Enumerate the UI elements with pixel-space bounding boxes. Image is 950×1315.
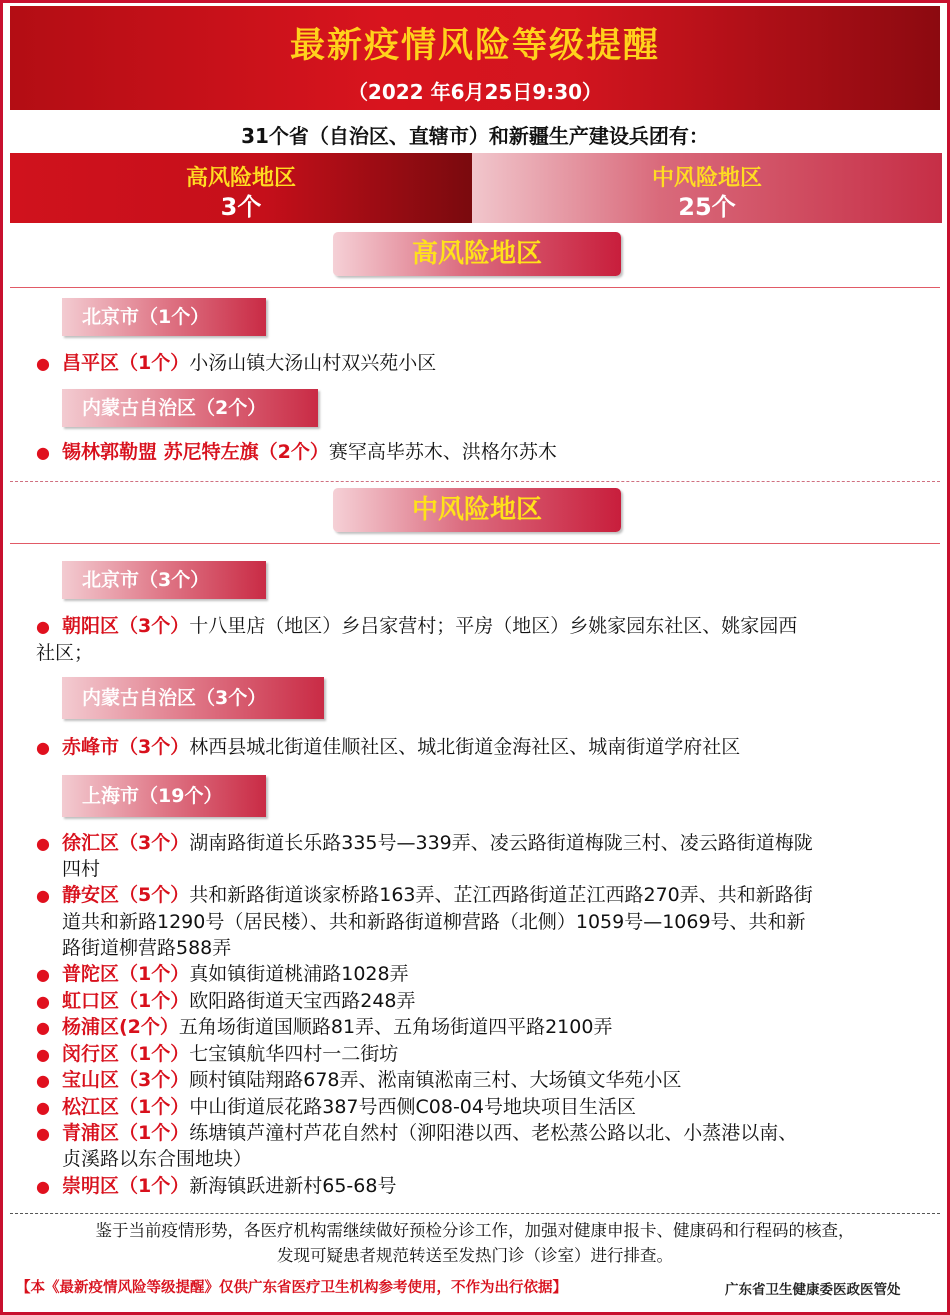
district-detail-continued: 四村 bbox=[62, 858, 101, 880]
province-label: 内蒙古自治区（2个） bbox=[62, 389, 318, 427]
bullet-icon: ● bbox=[36, 1124, 50, 1143]
list-item bbox=[36, 1067, 926, 1094]
mid-risk-stat-count: 25个 bbox=[678, 193, 736, 221]
summary-text: 31个省（自治区、直辖市）和新疆生产建设兵团有： bbox=[241, 124, 709, 148]
bullet-icon: ● bbox=[36, 1098, 50, 1117]
district-detail: 中山街道辰花路387号西侧C08-04号地块项目生活区 bbox=[189, 1096, 636, 1118]
district-name: 普陀区（1个） bbox=[62, 963, 190, 985]
list-item bbox=[36, 961, 926, 988]
bullet-icon: ● bbox=[36, 1071, 50, 1090]
district-detail-continued: 社区； bbox=[36, 642, 94, 664]
list-item bbox=[36, 1120, 926, 1147]
district-detail: 欧阳路街道天宝西路248弄 bbox=[189, 990, 416, 1012]
district-detail-continued: 路街道柳营路588弄 bbox=[62, 937, 232, 959]
list-item bbox=[36, 734, 926, 761]
district-name: 崇明区（1个） bbox=[62, 1175, 190, 1197]
bullet-icon: ● bbox=[36, 834, 50, 853]
district-detail: 七宝镇航华四村一二街坊 bbox=[189, 1043, 399, 1065]
list-item-continuation bbox=[62, 935, 950, 961]
mid-risk-section-title: 中风险地区 bbox=[333, 488, 621, 532]
district-detail: 真如镇街道桃浦路1028弄 bbox=[189, 963, 409, 985]
district-name: 虹口区（1个） bbox=[62, 990, 190, 1012]
footer-line: 鉴于当前疫情形势，各医疗机构需继续做好预检分诊工作，加强对健康申报卡、健康码和行程码的核查， bbox=[95, 1221, 855, 1240]
district-name: 静安区（5个） bbox=[62, 884, 190, 906]
list-item-continuation bbox=[62, 1146, 950, 1172]
district-detail: 十八里店（地区）乡吕家营村；平房（地区）乡姚家园东社区、姚家园西 bbox=[189, 615, 798, 637]
footer-note bbox=[0, 1218, 950, 1268]
divider bbox=[10, 543, 940, 544]
district-detail: 共和新路街道谈家桥路163弄、芷江西路街道芷江西路270弄、共和新路街 bbox=[189, 884, 813, 906]
list-item bbox=[36, 988, 926, 1015]
list-item bbox=[36, 1014, 926, 1041]
mid-risk-stat bbox=[472, 153, 942, 223]
province-label: 北京市（1个） bbox=[62, 298, 266, 336]
district-detail: 顾村镇陆翔路678弄、淞南镇淞南三村、大场镇文华苑小区 bbox=[189, 1069, 682, 1091]
bullet-icon: ● bbox=[36, 992, 50, 1011]
district-name: 青浦区（1个） bbox=[62, 1122, 190, 1144]
list-item bbox=[36, 1173, 926, 1200]
high-risk-stat-label: 高风险地区 bbox=[185, 166, 296, 191]
bullet-icon: ● bbox=[36, 617, 50, 636]
list-item-continuation bbox=[62, 909, 932, 935]
divider bbox=[10, 287, 940, 288]
list-item bbox=[36, 1041, 926, 1068]
province-label: 上海市（19个） bbox=[62, 775, 266, 817]
bullet-icon: ● bbox=[36, 965, 50, 984]
header-banner bbox=[10, 6, 940, 110]
list-item bbox=[36, 613, 926, 640]
disclaimer: 【本《最新疫情风险等级提醒》仅供广东省医疗卫生机构参考使用，不作为出行依据】 bbox=[16, 1280, 567, 1296]
district-detail: 新海镇跃进新村65-68号 bbox=[189, 1175, 397, 1197]
department-name: 广东省卫生健康委医政医管处 bbox=[725, 1282, 901, 1298]
district-name: 杨浦区(2个） bbox=[62, 1016, 179, 1038]
province-label: 内蒙古自治区（3个） bbox=[62, 677, 324, 719]
bullet-icon: ● bbox=[36, 443, 50, 462]
bullet-icon: ● bbox=[36, 1045, 50, 1064]
high-risk-stat bbox=[10, 153, 472, 223]
district-name: 闵行区（1个） bbox=[62, 1043, 190, 1065]
high-risk-section-title: 高风险地区 bbox=[333, 232, 621, 276]
page-date: （2022 年6月25日9:30） bbox=[347, 80, 603, 104]
district-name: 朝阳区（3个） bbox=[62, 615, 190, 637]
high-risk-stat-count: 3个 bbox=[220, 193, 262, 221]
bullet-icon: ● bbox=[36, 886, 50, 905]
bullet-icon: ● bbox=[36, 1177, 50, 1196]
district-detail-continued: 贞溪路以东合围地块） bbox=[62, 1148, 253, 1170]
divider bbox=[10, 1213, 940, 1214]
district-name: 宝山区（3个） bbox=[62, 1069, 190, 1091]
district-detail: 小汤山镇大汤山村双兴苑小区 bbox=[189, 352, 437, 374]
list-item-continuation bbox=[36, 640, 926, 666]
list-item bbox=[36, 1094, 926, 1121]
district-detail: 五角场街道国顺路81弄、五角场街道四平路2100弄 bbox=[178, 1016, 613, 1038]
district-detail: 湖南路街道长乐路335号—339弄、凌云路街道梅陇三村、凌云路街道梅陇 bbox=[189, 832, 813, 854]
list-item-continuation bbox=[62, 856, 950, 882]
bullet-icon: ● bbox=[36, 738, 50, 757]
divider bbox=[10, 481, 940, 482]
page-title: 最新疫情风险等级提醒 bbox=[289, 26, 660, 66]
list-item bbox=[36, 350, 926, 377]
bullet-icon: ● bbox=[36, 354, 50, 373]
province-label: 北京市（3个） bbox=[62, 561, 266, 599]
list-item bbox=[36, 830, 926, 857]
list-item bbox=[36, 439, 926, 466]
district-detail: 赛罕高毕苏木、洪格尔苏木 bbox=[328, 441, 557, 463]
footer-line: 发现可疑患者规范转送至发热门诊（诊室）进行排查。 bbox=[277, 1246, 673, 1265]
district-name: 昌平区（1个） bbox=[62, 352, 190, 374]
district-name: 赤峰市（3个） bbox=[62, 736, 190, 758]
mid-risk-stat-label: 中风险地区 bbox=[651, 166, 762, 191]
district-name: 锡林郭勒盟 苏尼特左旗（2个） bbox=[62, 441, 329, 463]
district-detail: 练塘镇芦潼村芦花自然村（泖阳港以西、老松蒸公路以北、小蒸港以南、 bbox=[189, 1122, 798, 1144]
district-name: 松江区（1个） bbox=[62, 1096, 190, 1118]
district-name: 徐汇区（3个） bbox=[62, 832, 190, 854]
bullet-icon: ● bbox=[36, 1018, 50, 1037]
district-detail-continued: 道共和新路1290号（居民楼）、共和新路街道柳营路（北侧）1059号—1069号、共和新 bbox=[62, 911, 806, 933]
list-item bbox=[36, 882, 926, 909]
district-detail: 林西县城北街道佳顺社区、城北街道金海社区、城南街道学府社区 bbox=[189, 736, 741, 758]
